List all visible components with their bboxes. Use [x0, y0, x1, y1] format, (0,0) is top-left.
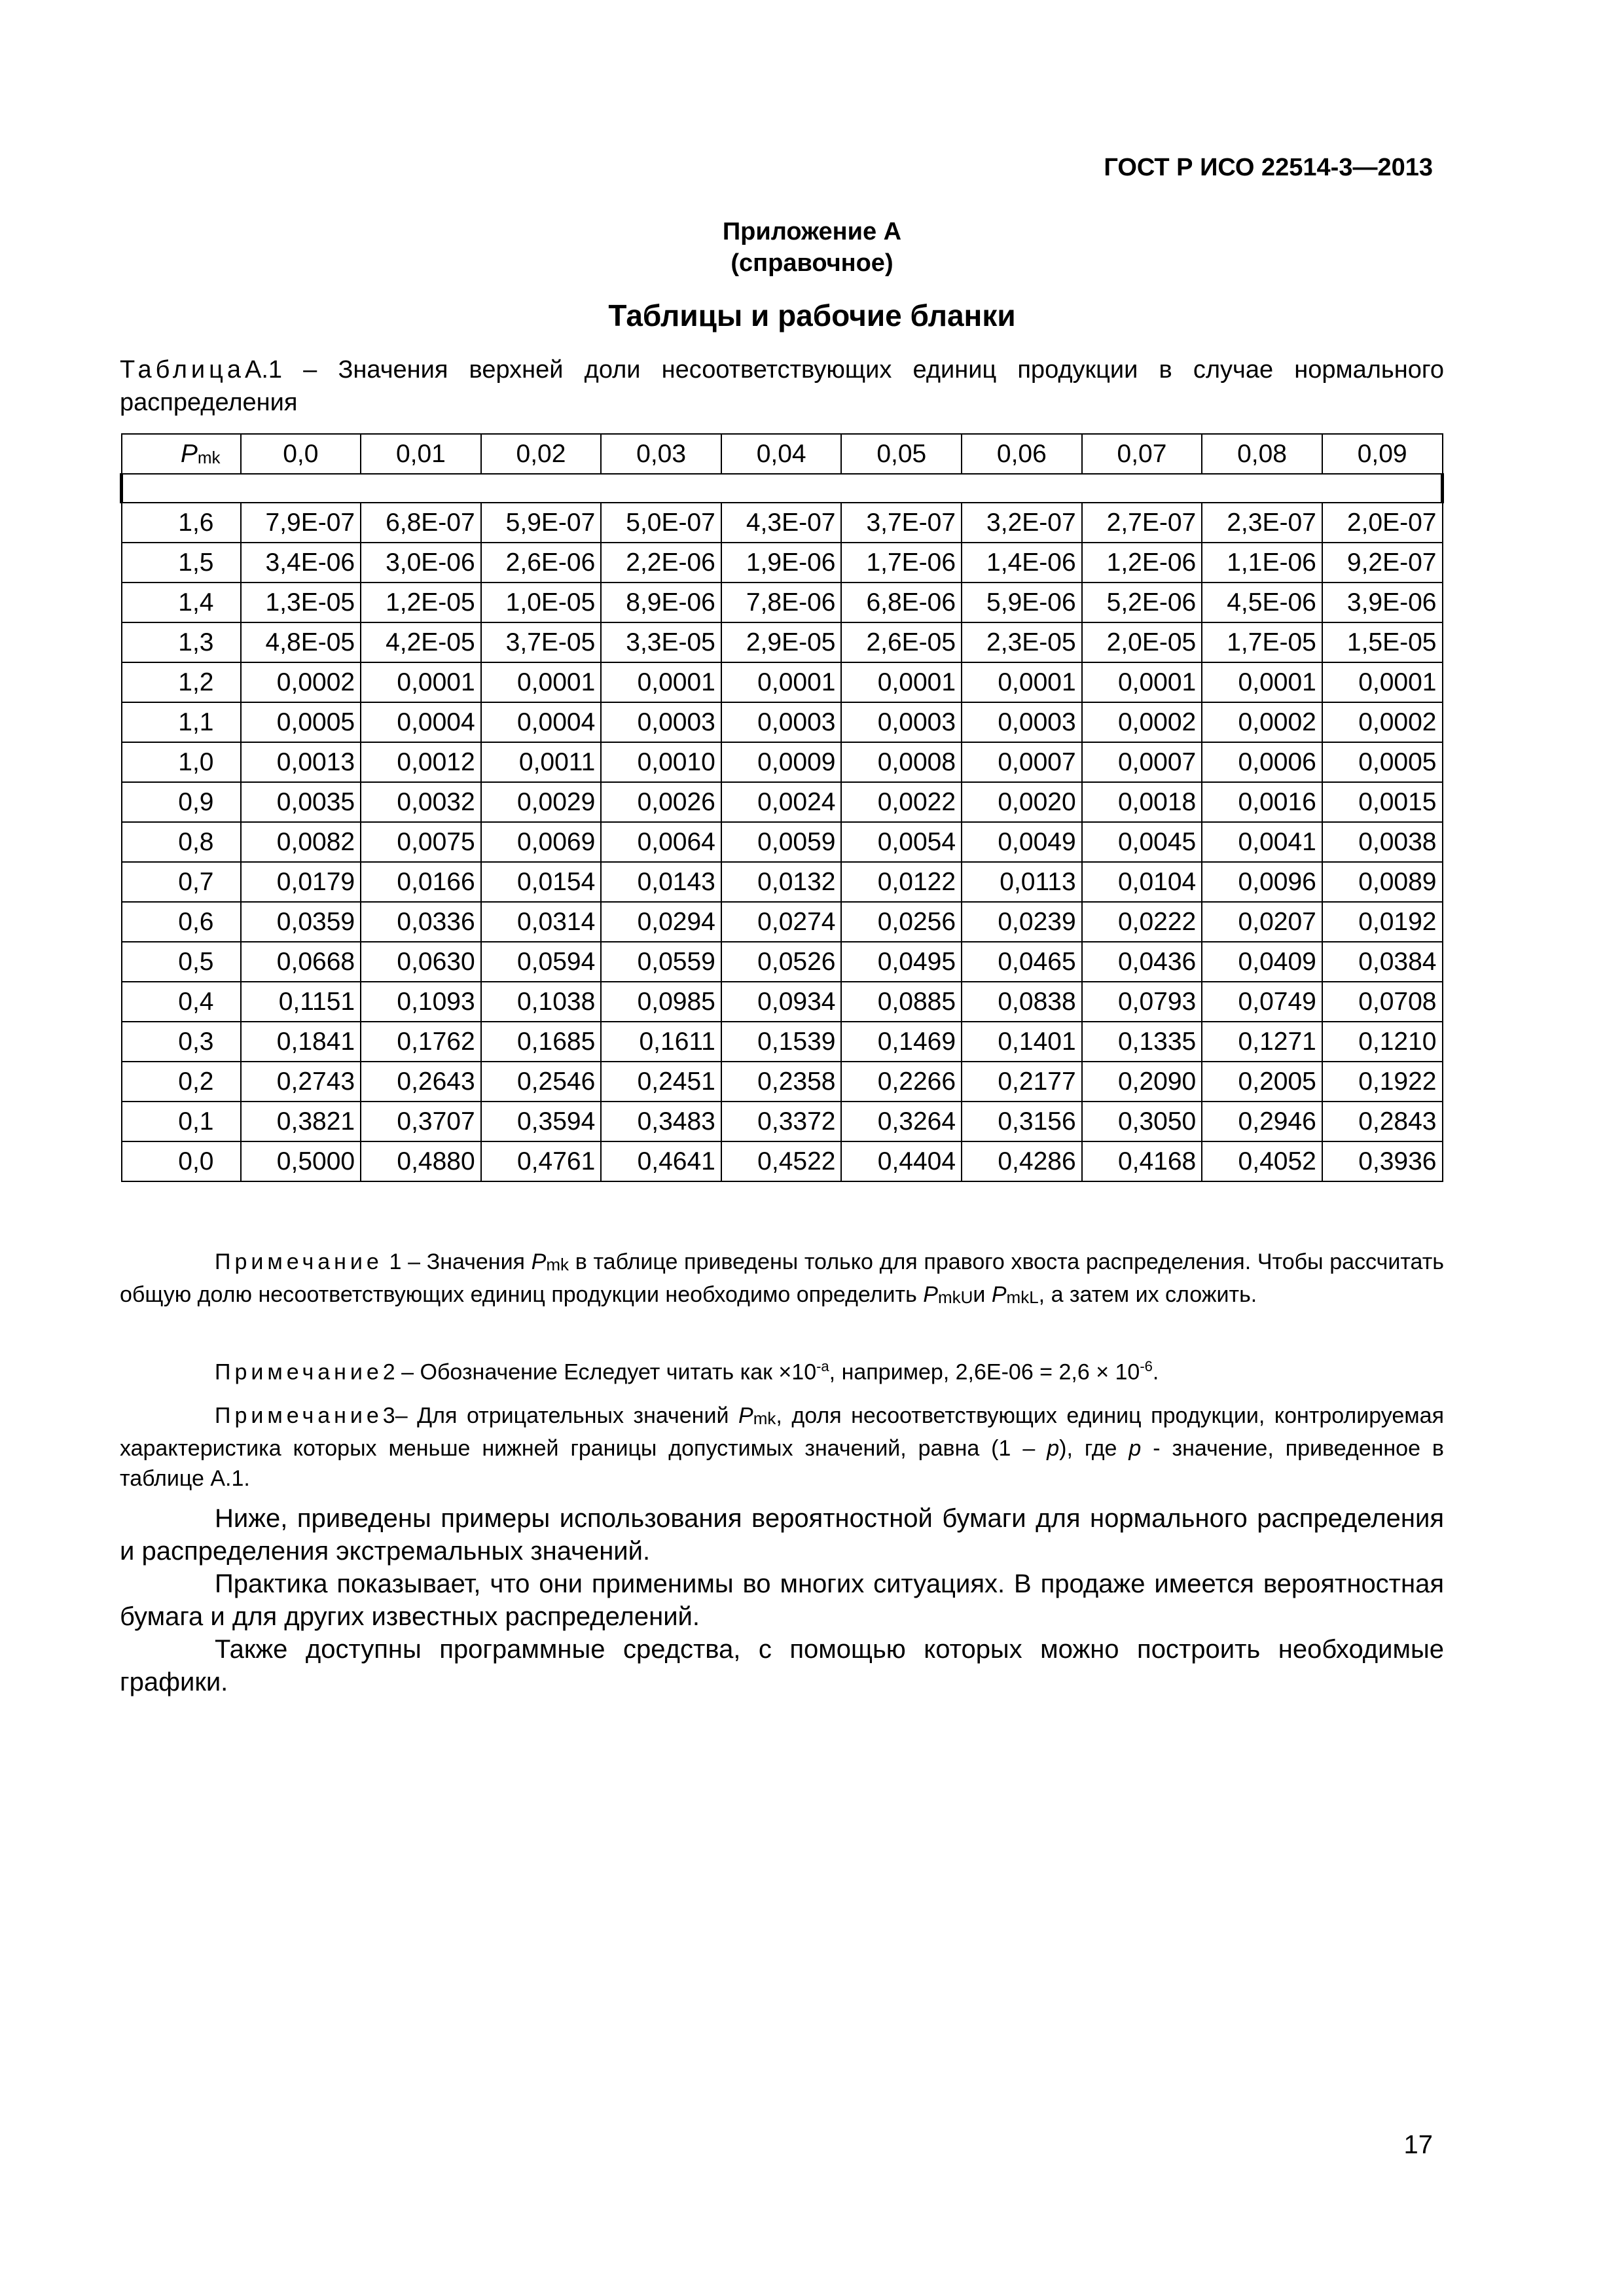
table-cell: 0,3372	[721, 1102, 842, 1141]
table-row	[122, 503, 1443, 543]
table-cell: 0,3264	[841, 1102, 962, 1141]
table-cell: 0,0132	[721, 862, 842, 902]
table-cell: 4,3E-07	[721, 503, 842, 543]
table-row	[122, 1062, 1443, 1102]
table-cell: 0,0001	[721, 662, 842, 702]
table-cell: 0,0024	[721, 782, 842, 822]
table-cell: 0,0465	[962, 942, 1082, 982]
table-cell: 1,2E-06	[1082, 543, 1202, 583]
table-cell: 0,0294	[601, 902, 721, 942]
table-row-key: 1,5	[122, 543, 241, 583]
table-cell: 1,7E-06	[841, 543, 962, 583]
table-cell: 0,0838	[962, 982, 1082, 1022]
table-cell: 4,8E-05	[241, 622, 361, 662]
table-row-key: 1,1	[122, 702, 241, 742]
table-cell: 0,1151	[241, 982, 361, 1022]
table-cell: 0,0122	[841, 862, 962, 902]
table-cell: 2,0E-07	[1322, 503, 1443, 543]
table-cell: 0,0005	[241, 702, 361, 742]
table-cell: 0,4761	[481, 1141, 602, 1181]
table-row-key: 0,7	[122, 862, 241, 902]
table-cell: 0,0054	[841, 822, 962, 862]
table-cell: 0,0222	[1082, 902, 1202, 942]
table-cell: 0,2005	[1202, 1062, 1322, 1102]
table-cell: 9,2E-07	[1322, 543, 1443, 583]
table-row-key: 0,9	[122, 782, 241, 822]
table-cell: 0,3936	[1322, 1141, 1443, 1181]
table-cell: 0,0020	[962, 782, 1082, 822]
appendix-subtitle: (справочное)	[731, 249, 893, 277]
table-caption	[120, 353, 1444, 419]
table-column-header: 0,09	[1322, 434, 1443, 474]
table-row	[122, 583, 1443, 622]
table-cell: 0,1093	[361, 982, 481, 1022]
table-cell: 3,0E-06	[361, 543, 481, 583]
table-cell: 0,0016	[1202, 782, 1322, 822]
appendix-title: Приложение А	[722, 218, 902, 245]
table-cell: 0,1762	[361, 1022, 481, 1062]
table-cell: 0,0002	[1202, 702, 1322, 742]
table-cell: 0,3483	[601, 1102, 721, 1141]
table-cell: 0,0089	[1322, 862, 1443, 902]
body-paragraph: Ниже, приведены примеры использования вероятностной бумаги для нормального распределения и распределения экстремальных значений.	[120, 1504, 1444, 1566]
table-cell: 2,3E-05	[962, 622, 1082, 662]
table-cell: 0,0003	[721, 702, 842, 742]
table-cell: 0,0082	[241, 822, 361, 862]
table-cell: 6,8E-06	[841, 583, 962, 622]
table-cell: 0,0007	[962, 742, 1082, 782]
table-cell: 0,0885	[841, 982, 962, 1022]
table-cell: 0,1401	[962, 1022, 1082, 1062]
table-cell: 3,2E-07	[962, 503, 1082, 543]
table-cell: 1,9E-06	[721, 543, 842, 583]
table-cell: 0,1922	[1322, 1062, 1443, 1102]
table-cell: 0,1685	[481, 1022, 602, 1062]
table-spacer-row	[122, 474, 1443, 503]
table-cell: 0,4168	[1082, 1141, 1202, 1181]
table-cell: 0,0096	[1202, 862, 1322, 902]
table-row-key: 1,4	[122, 583, 241, 622]
table-cell: 1,1E-06	[1202, 543, 1322, 583]
table-row-key: 1,3	[122, 622, 241, 662]
table-cell: 0,2177	[962, 1062, 1082, 1102]
table-cell: 0,0495	[841, 942, 962, 982]
table-cell: 0,0064	[601, 822, 721, 862]
table-row-key: 0,6	[122, 902, 241, 942]
note-1: Примечание 1 – Значения Pmk в таблице приведены только для правого хвоста распределения. Чтобы рассчитать общую долю несоответствующих единиц продукции необходимо определить PmkUи PmkL, а затем их сложить.	[120, 1249, 1444, 1307]
body-text	[120, 1502, 1444, 1698]
table-cell: 1,5E-05	[1322, 622, 1443, 662]
table-cell: 0,0002	[1322, 702, 1443, 742]
table-column-header: 0,01	[361, 434, 481, 474]
table-cell: 0,0359	[241, 902, 361, 942]
table-cell: 0,3821	[241, 1102, 361, 1141]
table-cell: 0,2266	[841, 1062, 962, 1102]
table-cell: 0,0793	[1082, 982, 1202, 1022]
table-cell: 4,5E-06	[1202, 583, 1322, 622]
table-cell: 0,0001	[1322, 662, 1443, 702]
table-row-key: 0,5	[122, 942, 241, 982]
table-cell: 0,0069	[481, 822, 602, 862]
table-cell: 0,2946	[1202, 1102, 1322, 1141]
table-cell: 0,2643	[361, 1062, 481, 1102]
table-cell: 0,4286	[962, 1141, 1082, 1181]
table-body	[122, 474, 1443, 1181]
table-cell: 0,2090	[1082, 1062, 1202, 1102]
table-cell: 6,8E-07	[361, 503, 481, 543]
table-cell: 0,0001	[1082, 662, 1202, 702]
table-cell: 4,2E-05	[361, 622, 481, 662]
table-caption-number: А.1	[245, 356, 283, 384]
probability-table	[120, 433, 1444, 1182]
table-cell: 0,0708	[1322, 982, 1443, 1022]
table-cell: 0,0011	[481, 742, 602, 782]
table-cell: 0,0045	[1082, 822, 1202, 862]
table-cell: 0,0004	[481, 702, 602, 742]
table-column-header: 0,07	[1082, 434, 1202, 474]
table-cell: 2,6E-06	[481, 543, 602, 583]
table-cell: 1,3E-05	[241, 583, 361, 622]
table-cell: 5,9E-07	[481, 503, 602, 543]
table-cell: 0,1335	[1082, 1022, 1202, 1062]
table-row	[122, 742, 1443, 782]
table-cell: 7,8E-06	[721, 583, 842, 622]
table-cell: 0,0008	[841, 742, 962, 782]
table-cell: 0,0013	[241, 742, 361, 782]
table-cell: 0,0274	[721, 902, 842, 942]
table-cell: 2,0E-05	[1082, 622, 1202, 662]
table-cell: 1,4E-06	[962, 543, 1082, 583]
table-cell: 0,3156	[962, 1102, 1082, 1141]
table-row	[122, 1022, 1443, 1062]
table-cell: 0,0207	[1202, 902, 1322, 942]
table-row	[122, 902, 1443, 942]
table-cell: 0,0002	[241, 662, 361, 702]
table-cell: 0,0001	[962, 662, 1082, 702]
table-cell: 0,0985	[601, 982, 721, 1022]
table-cell: 0,0179	[241, 862, 361, 902]
table-column-header: 0,0	[241, 434, 361, 474]
table-cell: 0,2451	[601, 1062, 721, 1102]
table-cell: 0,0154	[481, 862, 602, 902]
table-cell: 0,0409	[1202, 942, 1322, 982]
table-cell: 0,0002	[1082, 702, 1202, 742]
table-cell: 3,9E-06	[1322, 583, 1443, 622]
table-cell: 0,0038	[1322, 822, 1443, 862]
table-column-header: 0,08	[1202, 434, 1322, 474]
table-cell: 0,1469	[841, 1022, 962, 1062]
table-cell: 0,0192	[1322, 902, 1443, 942]
table-cell: 5,9E-06	[962, 583, 1082, 622]
table-cell: 0,0029	[481, 782, 602, 822]
table-cell: 0,0005	[1322, 742, 1443, 782]
table-cell: 0,0015	[1322, 782, 1443, 822]
table-header-row	[122, 434, 1443, 474]
table-cell: 0,0001	[481, 662, 602, 702]
table-cell: 0,0104	[1082, 862, 1202, 902]
table-cell: 0,0018	[1082, 782, 1202, 822]
table-cell: 0,0003	[841, 702, 962, 742]
table-row	[122, 662, 1443, 702]
table-cell: 0,0559	[601, 942, 721, 982]
table-cell: 0,0006	[1202, 742, 1322, 782]
table-row-key: 0,8	[122, 822, 241, 862]
document-code: ГОСТ Р ИСО 22514-3—2013	[1104, 154, 1433, 181]
table-cell: 0,0010	[601, 742, 721, 782]
note-3: Примечание3– Для отрицательных значений Pmk, доля несоответствующих единиц продукции, контролируемая характеристика которых меньше нижней границы допустимых значений, равна (1 – p), где p - значение, приведенное в таблице А.1.	[120, 1403, 1444, 1491]
table-cell: 1,2E-05	[361, 583, 481, 622]
table-cell: 0,0032	[361, 782, 481, 822]
table-cell: 1,7E-05	[1202, 622, 1322, 662]
table-cell: 2,2E-06	[601, 543, 721, 583]
table-cell: 0,0526	[721, 942, 842, 982]
table-cell: 0,0239	[962, 902, 1082, 942]
table-row-key: 1,6	[122, 503, 241, 543]
table-column-header: 0,03	[601, 434, 721, 474]
table-cell: 3,3E-05	[601, 622, 721, 662]
note-label: Примечание	[215, 1403, 383, 1428]
table-cell: 0,2743	[241, 1062, 361, 1102]
table-cell: 0,2843	[1322, 1102, 1443, 1141]
note-label: Примечание	[215, 1359, 383, 1385]
table-cell: 0,4641	[601, 1141, 721, 1181]
table-cell: 0,0749	[1202, 982, 1322, 1022]
body-paragraph: Также доступны программные средства, с помощью которых можно построить необходимые графики.	[120, 1635, 1444, 1696]
table-cell: 3,4E-06	[241, 543, 361, 583]
table-cell: 0,0143	[601, 862, 721, 902]
table-cell: 0,0003	[962, 702, 1082, 742]
table-cell: 0,0934	[721, 982, 842, 1022]
table-cell: 0,0035	[241, 782, 361, 822]
table-cell: 0,5000	[241, 1141, 361, 1181]
table-cell: 0,1841	[241, 1022, 361, 1062]
table-cell: 0,0436	[1082, 942, 1202, 982]
table-cell: 0,0001	[361, 662, 481, 702]
table-row	[122, 1102, 1443, 1141]
table-cell: 0,0041	[1202, 822, 1322, 862]
table-cell: 0,0256	[841, 902, 962, 942]
table-column-header: 0,02	[481, 434, 602, 474]
table-cell: 0,0336	[361, 902, 481, 942]
page-number: 17	[1403, 2130, 1433, 2159]
table-cell: 0,0384	[1322, 942, 1443, 982]
table-cell: 0,0026	[601, 782, 721, 822]
table-cell: 0,3050	[1082, 1102, 1202, 1141]
table-cell: 0,0166	[361, 862, 481, 902]
table-cell: 0,4404	[841, 1141, 962, 1181]
table-row	[122, 622, 1443, 662]
table-cell: 2,3E-07	[1202, 503, 1322, 543]
table-cell: 0,0668	[241, 942, 361, 982]
table-cell: 2,7E-07	[1082, 503, 1202, 543]
table-cell: 2,9E-05	[721, 622, 842, 662]
table-row	[122, 1141, 1443, 1181]
table-row-key: 0,3	[122, 1022, 241, 1062]
note-2: Примечание2 – Обозначение Еследует читать как $\times 10^{-a}$, например, $2,6E-06 = 2,6 \times 10^{-6}$.	[215, 1358, 1159, 1385]
table-cell: 0,0004	[361, 702, 481, 742]
table-row-key: 1,2	[122, 662, 241, 702]
table-row	[122, 543, 1443, 583]
table-cell: 0,1271	[1202, 1022, 1322, 1062]
table-cell: 3,7E-07	[841, 503, 962, 543]
table-column-header: 0,06	[962, 434, 1082, 474]
table-cell: 0,0022	[841, 782, 962, 822]
table-cell: 0,1539	[721, 1022, 842, 1062]
table-cell: 0,1210	[1322, 1022, 1443, 1062]
table-cell: 0,3594	[481, 1102, 602, 1141]
table-cell: 5,0E-07	[601, 503, 721, 543]
table-row	[122, 862, 1443, 902]
section-title: Таблицы и рабочие бланки	[608, 298, 1016, 332]
table-cell: 0,0059	[721, 822, 842, 862]
table-row	[122, 942, 1443, 982]
table-column-header: 0,05	[841, 434, 962, 474]
table-cell: 8,9E-06	[601, 583, 721, 622]
table-cell: 0,0594	[481, 942, 602, 982]
table-cell: 2,6E-05	[841, 622, 962, 662]
table-cell: 0,0001	[1202, 662, 1322, 702]
table-row-key: 0,0	[122, 1141, 241, 1181]
table-cell: 0,1038	[481, 982, 602, 1022]
table-cell: 3,7E-05	[481, 622, 602, 662]
note-label: Примечание	[215, 1249, 383, 1274]
table-row	[122, 982, 1443, 1022]
table-caption-text: – Значения верхней доли несоответствующих единиц продукции в случае нормального распределения	[120, 356, 1444, 416]
table-key-header: Pmk	[122, 434, 241, 474]
table-cell: 0,0012	[361, 742, 481, 782]
table-cell: 0,0003	[601, 702, 721, 742]
table-caption-label: Таблица	[120, 356, 245, 384]
table-cell: 1,0E-05	[481, 583, 602, 622]
table-cell: 0,4880	[361, 1141, 481, 1181]
table-cell: 0,0009	[721, 742, 842, 782]
table-row-key: 0,2	[122, 1062, 241, 1102]
table-cell: 0,4522	[721, 1141, 842, 1181]
table-row-key: 0,1	[122, 1102, 241, 1141]
table-row-key: 1,0	[122, 742, 241, 782]
table-cell: 0,4052	[1202, 1141, 1322, 1181]
table-cell: 0,3707	[361, 1102, 481, 1141]
table-row	[122, 782, 1443, 822]
table-cell: 0,2358	[721, 1062, 842, 1102]
table-cell: 5,2E-06	[1082, 583, 1202, 622]
table-cell: 0,0113	[962, 862, 1082, 902]
table-cell: 0,0314	[481, 902, 602, 942]
table-cell: 0,0075	[361, 822, 481, 862]
table-cell: 7,9E-07	[241, 503, 361, 543]
table-cell: 0,0630	[361, 942, 481, 982]
table-cell: 0,1611	[601, 1022, 721, 1062]
table-row	[122, 702, 1443, 742]
table-cell: 0,0001	[841, 662, 962, 702]
table-column-header: 0,04	[721, 434, 842, 474]
table-row	[122, 822, 1443, 862]
body-paragraph: Практика показывает, что они применимы во многих ситуациях. В продаже имеется вероятностная бумага и для других известных распределений.	[120, 1570, 1444, 1631]
table-cell: 0,0001	[601, 662, 721, 702]
table-row-key: 0,4	[122, 982, 241, 1022]
table-cell: 0,2546	[481, 1062, 602, 1102]
table-cell: 0,0049	[962, 822, 1082, 862]
table-cell: 0,0007	[1082, 742, 1202, 782]
